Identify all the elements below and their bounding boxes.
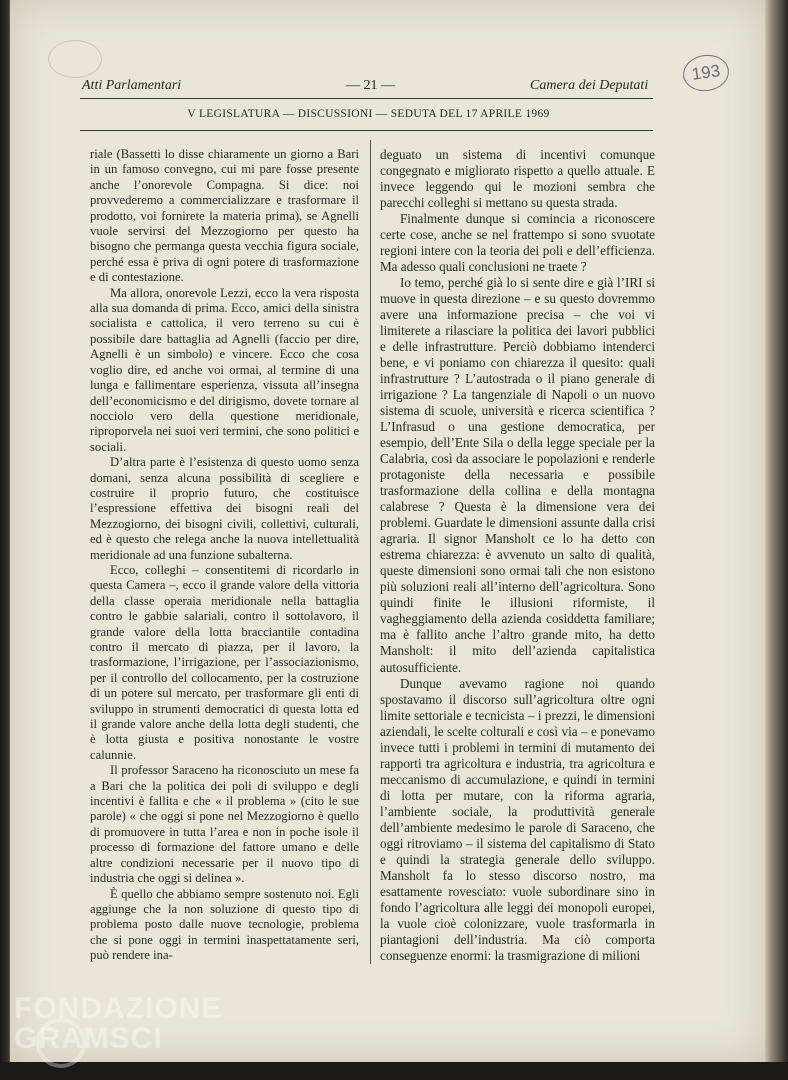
- faded-stamp: [48, 40, 102, 78]
- header-right: Camera dei Deputati: [530, 78, 649, 93]
- paragraph: Il professor Saraceno ha riconosciuto un mese fa a Bari che la politica dei poli di sviluppo e degli incentivi è fallita e che « il problema » (cito le sue parole) « che oggi si pone nel Mezzogiorno è quello di promuovere in tutta l’area e non in poche isole il processo di formazione del fattore umano e delle altre condizioni necessarie per il nuovo tipo di industria che oggi si delinea ».: [90, 763, 359, 886]
- page-edge: [765, 0, 788, 1080]
- text-column-right: [380, 147, 655, 964]
- watermark-line2: GRAMSCI: [14, 1022, 163, 1055]
- paragraph: Ma allora, onorevole Lezzi, ecco la vera risposta alla sua domanda di prima. Ecco, amici della sinistra socialista e cattolica, il vero terreno su cui è possibile dare battaglia ad Agnelli (faccio per dire, Agnelli è un simbolo) e vincere. Ecco che cosa voglio dire, ed anche voi ormai, al termine di una lunga e fallimentare esperienza, vissuta all’insegna dell’economicismo e del dirigismo, dovete tornare al nocciolo vero della questione meridionale, riproporvela nei suoi veri termini, che sono politici e sociali.: [90, 285, 359, 454]
- header-left: Atti Parlamentari: [82, 78, 182, 93]
- session-rule: [80, 130, 653, 131]
- page-number: — 21 —: [346, 78, 395, 93]
- paragraph: D’altra parte è l’esistenza di questo uomo senza domani, senza alcuna possibilità di scegliere e costruire il proprio futuro, che costituisce l’espressione effettiva dei bisogni reali del Mezzogiorno, dei bisogni civili, collettivi, culturali, ed è questo che relega anche la nuova intellettualità meridionale ad una funzione subalterna.: [90, 455, 359, 562]
- column-divider: [370, 140, 371, 964]
- paragraph: È quello che abbiamo sempre sostenuto noi. Egli aggiunge che la non soluzione di questo tipo di problema posto dalle nuove tecnologie, problema che si pone oggi in termini inaspettatamente seri, può rendere ina-: [90, 886, 359, 963]
- paragraph: Ecco, colleghi – consentitemi di ricordarlo in questa Camera –, ecco il grande valore della vittoria della classe operaia meridionale nella battaglia contro le gabbie salariali, contro il sottolavoro, il grande valore della lotta bracciantile contadina contro il mercato di piazza, per il lavoro, la trasformazione, l’irrigazione, per l’associazionismo, per il controllo del collocamento, per la costruzione di un potere sul mercato, per trasformare gli enti di sviluppo in strumenti democratici di questa lotta ed il grande valore anche della lotta degli studenti, che è lotta giusta e positiva nonostante le vostre calunnie.: [90, 562, 359, 762]
- text-column-left: [90, 147, 359, 964]
- paragraph: Io temo, perché già lo si sente dire e già l’IRI si muove in questa direzione – e su questo dovremmo avere una informazione precisa – che voi vi limiterete a rilasciare la politica dei lavori pubblici e delle infrastrutture. Perciò dobbiamo intenderci bene, e vi poniamo con chiarezza il quesito: quali infrastrutture ? L’autostrada o il piano generale di irrigazione ? La tangenziale di Napoli o un nuovo sistema di scuole, università e ricerca scientifica ? L’Infrasud o una gestione democratica, per esempio, dell’Ente Sila o della legge speciale per la Calabria, così da associare le popolazioni e renderle protagoniste della necessaria e possibile trasformazione della collina e della montagna calabrese ? Questa è la dimensione vera dei problemi. Guardate le dimensioni assunte dalla crisi agraria. Il signor Mansholt ce lo ha detto con estrema chiarezza: è avvenuto un salto di qualità, queste dimensioni sono ormai tali che non esistono più soluzioni reali all’interno dell’agricoltura. Sono quindi finite le illusioni riformiste, il vagheggiamento della azienda cosiddetta familiare; ma è fallito anche l’altro grande mito, ha detto Mansholt: il mito dell’azienda capitalistica autosufficiente.: [380, 275, 655, 675]
- session-line: V LEGISLATURA — DISCUSSIONI — SEDUTA DEL 17 APRILE 1969: [187, 108, 550, 120]
- header-rule: [80, 98, 653, 99]
- watermark: [14, 994, 222, 1054]
- paragraph: Dunque avevamo ragione noi quando spostavamo il discorso sull’agricoltura oltre ogni limite settoriale e tecnicista – i prezzi, le dimensioni aziendali, le scelte colturali e così via – e ponevamo invece tutti i problemi in termini di mutamento dei rapporti tra agricoltura e industria, tra agricoltura e meccanismo di accumulazione, e quindi in termini di lotta per mutare, con la riforma agraria, l’ambiente sociale, la produttività generale dell’ambiente medesimo le parole di Saraceno, che oggi ritroviamo – il sistema del capitalismo di Stato e quindi la strategia generale dello sviluppo. Mansholt fa lo stesso discorso nostro, ma esattamente rovesciato: vuole subordinare sino in fondo l’agricoltura alle leggi dei monopoli europei, la vuole cioè colonizzare, vuole trasformarla in piantagioni dell’industria. Ma ciò comporta conseguenze enormi: la trasmigrazione di milioni: [380, 675, 655, 963]
- paragraph: Finalmente dunque si comincia a riconoscere certe cose, anche se nel frattempo si sono svuotate regioni intere con la teoria dei poli e dell’efficienza. Ma adesso quali conclusioni ne traete ?: [380, 211, 655, 275]
- paragraph: deguato un sistema di incentivi comunque congegnato e migliorato rispetto a quello attuale. E invece leggendo qui le mozioni sembra che parecchi colleghi si mettano su questa strada.: [380, 147, 655, 211]
- handwritten-folio-number: 193: [681, 52, 732, 94]
- paragraph: riale (Bassetti lo disse chiaramente un giorno a Bari in un famoso convegno, cui mi pare fosse presente anche l’onorevole Compagna. Si dice: noi provvederemo a commercializzare e trasformare il prodotto, voi fornirete la materia prima), se Agnelli vuole servirsi del Mezzogiorno per questo ha bisogno che permanga questa vecchia figura sociale, perché essa è priva di ogni potere di trasformazione e di contestazione.: [90, 147, 359, 285]
- watermark-line1: FONDAZIONE: [14, 992, 223, 1025]
- scan-bottom-border: [0, 1062, 788, 1080]
